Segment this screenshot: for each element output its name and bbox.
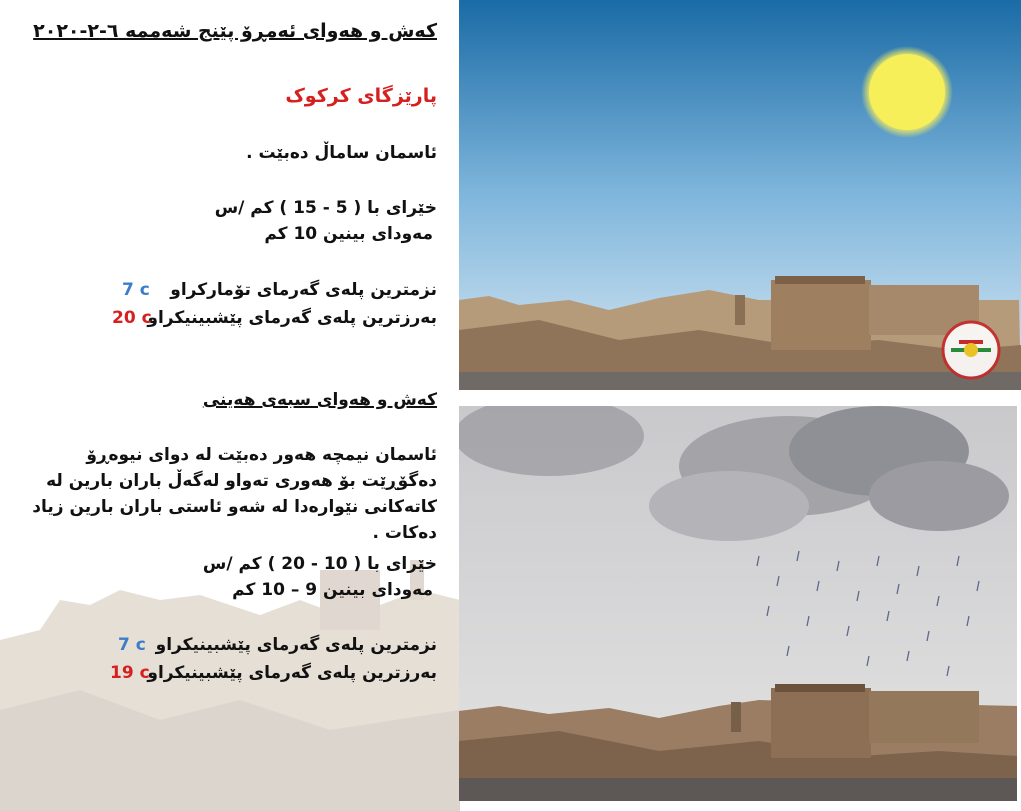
tomorrow-visibility: مەودای بینین 9 – 10 کم (232, 580, 433, 600)
today-wind: خێرای با ( 5 - 15 ) کم /س (214, 198, 437, 218)
today-max-label: بەرزترین پلەی گەرمای پێشبینیکراو (147, 308, 437, 328)
logo-emblem (943, 322, 999, 378)
tomorrow-max-label: بەرزترین پلەی گەرمای پێشبینیکراو (147, 663, 437, 683)
tomorrow-title: کەش و هەوای سبەی هەینی (202, 390, 437, 410)
tomorrow-wind: خێرای با ( 10 - 20 ) کم /س (202, 554, 437, 574)
tomorrow-min-label: نزمترین پلەی گەرمای پێشبینیکراو (155, 635, 437, 655)
rainy-weather-image (459, 406, 1017, 801)
today-sky: ئاسمان ساماڵ دەبێت . (246, 143, 437, 163)
city-name: پارێزگای کرکوک (285, 85, 437, 107)
today-visibility: مەودای بینین 10 کم (264, 224, 433, 244)
sun-icon (861, 46, 953, 138)
today-max-value: 20 c (112, 308, 152, 328)
tomorrow-min-value: 7 c (118, 635, 146, 655)
tomorrow-max-value: 19 c (110, 663, 150, 683)
today-title: کەش و هەوای ئەمڕۆ پێنج شەممە ٦-٢-٢٠٢٠ (33, 20, 437, 42)
forecast-text-column (0, 0, 445, 811)
today-min-value: 7 c (122, 280, 150, 300)
sunny-weather-image (459, 0, 1021, 390)
tomorrow-description: ئاسمان نیمچە هەور دەبێت لە دوای نیوەڕۆ دەگۆڕێت بۆ هەوری تەواو لەگەڵ باران بارین لە کاتەکانی نێوارەدا لە شەو ئاستی باران بارین زیاد دەکات . (32, 445, 437, 543)
today-min-label: نزمترین پلەی گەرمای تۆمارکراو (170, 280, 437, 300)
